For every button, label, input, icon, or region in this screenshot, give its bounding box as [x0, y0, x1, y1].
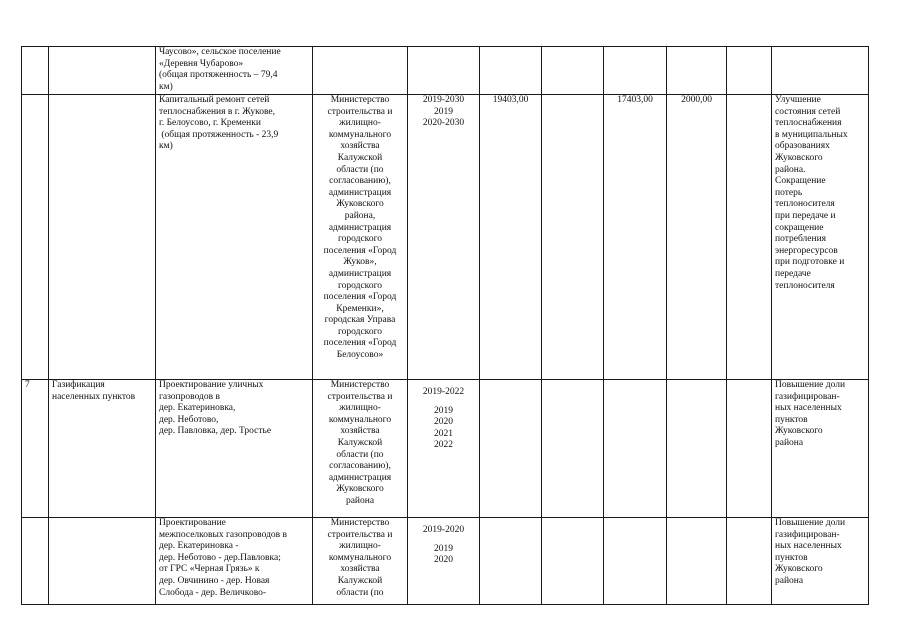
cell-expected-result-line: при передаче и [775, 210, 836, 221]
cell-executor-line: Жуковского [336, 484, 384, 495]
cell-amount-col9 [727, 47, 772, 95]
cell-amount-col8 [667, 47, 727, 95]
cell-expected-result-line: потребления [775, 234, 827, 245]
cell-expected-result-line: Жуковского [775, 152, 823, 163]
cell-measure-line: «Деревня Чубарово» [159, 58, 244, 69]
cell-expected-result-line: энергоресурсов [775, 245, 838, 256]
cell-executor-line: Калужской [337, 152, 383, 163]
cell-measure-line: межпоселковых газопроводов в [159, 529, 287, 540]
cell-measure-line: дер. Неботово, [159, 414, 219, 425]
cell-expected-result-line: пунктов [775, 552, 808, 563]
cell-measure [156, 95, 313, 380]
cell-expected-result-line: Жуковского [775, 564, 823, 575]
cell-total-amount: 19403,00 [480, 95, 542, 380]
cell-executor-line: Министерство [330, 518, 390, 528]
cell-amount-col9 [727, 380, 772, 518]
cell-expected-result-line: района. [775, 164, 806, 175]
cell-measure [156, 47, 313, 95]
cell-years-line: 2019 [434, 106, 453, 117]
cell-years-line: 2019 [434, 405, 453, 416]
cell-measure-line: км) [159, 81, 173, 92]
cell-expected-result-line: пунктов [775, 414, 808, 425]
cell-measure-line: (общая протяженность - 23,9 [159, 129, 279, 140]
cell-amount-col7: 17403,00 [604, 95, 667, 380]
cell-measure-line: км) [159, 141, 173, 152]
cell-executor-line: городского [338, 326, 382, 337]
cell-measure-line: (общая протяженность – 79,4 [159, 70, 278, 81]
cell-executor-line: городского [338, 234, 382, 245]
cell-measure-line: дер. Екатериновка - [159, 541, 239, 552]
cell-executor-line: хозяйства [340, 141, 380, 152]
cell-executor-line: администрация [328, 187, 392, 198]
cell-amount-col8 [667, 380, 727, 518]
program-table [21, 46, 869, 605]
cell-years [408, 47, 480, 95]
cell-expected-result-line: при подготовке и [775, 257, 845, 268]
cell-expected-result-line: газифицирован- [775, 529, 840, 540]
cell-amount-col6 [542, 95, 604, 380]
cell-years-line: 2019 [434, 543, 453, 554]
cell-task-name-line: Газификация [52, 380, 105, 390]
cell-years [408, 95, 480, 380]
cell-expected-result-line: газифицирован- [775, 391, 840, 402]
cell-executor-line: городского [338, 280, 382, 291]
cell-measure-line: г. Белоусово, г. Кременки [159, 118, 261, 129]
cell-task-name [49, 47, 156, 95]
cell-executor-line: области (по [336, 164, 384, 175]
cell-executor [313, 95, 408, 380]
cell-measure-line: дер. Овчинино - дер. Новая [159, 575, 270, 586]
cell-years-line: 2019-2020 [422, 525, 465, 535]
cell-expected-result-line: Сокращение [775, 176, 826, 187]
cell-years-line: 2020 [434, 417, 453, 428]
cell-amount-col6 [542, 47, 604, 95]
cell-amount-col6 [542, 380, 604, 518]
cell-executor [313, 380, 408, 518]
cell-executor-line: согласованию), [329, 461, 391, 472]
cell-measure-line: Проектирование [159, 518, 226, 528]
cell-measure [156, 380, 313, 518]
cell-measure-line: дер. Павловка, дер. Тростье [159, 426, 272, 437]
cell-measure-line: дер. Неботово - дер.Павловка; [159, 552, 281, 563]
cell-executor-line: поселения «Город [323, 292, 397, 303]
cell-expected-result-line: Повышение доли [775, 380, 846, 390]
cell-amount-col6 [542, 518, 604, 605]
cell-expected-result-line: передаче [775, 268, 811, 279]
cell-amount-col8 [667, 518, 727, 605]
cell-expected-result-line: района [775, 437, 804, 448]
cell-years-line [411, 399, 476, 406]
cell-expected-result-line: в муниципальных [775, 129, 848, 140]
cell-years-line: 2019-2022 [422, 387, 465, 397]
cell-executor-line: строительства и [327, 391, 393, 402]
cell-expected-result [772, 518, 869, 605]
cell-executor-line: Белоусово» [336, 350, 384, 361]
cell-expected-result-line: Повышение доли [775, 518, 846, 528]
cell-executor-line: района [345, 495, 375, 506]
cell-executor-line: Калужской [337, 575, 383, 586]
table-body [22, 47, 869, 605]
cell-amount-col7 [604, 380, 667, 518]
cell-expected-result [772, 380, 869, 518]
cell-years-line: 2022 [434, 440, 453, 451]
cell-total-amount [480, 47, 542, 95]
cell-measure-line: газопроводов в [159, 391, 220, 402]
cell-expected-result-line: образованиях [775, 141, 830, 152]
cell-measure-line: Капитальный ремонт сетей [159, 95, 270, 105]
cell-expected-result-line: ных населенных [775, 403, 842, 414]
cell-number [22, 47, 49, 95]
cell-executor-line: поселения «Город [323, 338, 397, 349]
cell-years-line: 2019-2030 [422, 95, 465, 105]
cell-years-line: 2020-2030 [422, 118, 465, 129]
cell-executor-line: поселения «Город [323, 245, 397, 256]
table-row [22, 518, 869, 605]
cell-measure-line: теплоснабжения в г. Жукове, [159, 106, 275, 117]
cell-expected-result-line: теплоносителя [775, 280, 835, 291]
cell-executor-line: Кременки», [336, 303, 384, 314]
cell-expected-result-line: потерь [775, 187, 803, 198]
cell-total-amount [480, 380, 542, 518]
cell-number: 7 [22, 380, 49, 518]
cell-executor-line: Министерство [330, 95, 390, 105]
cell-executor-line: коммунального [328, 552, 392, 563]
cell-executor-line: области (по [336, 587, 384, 598]
cell-expected-result-line: состояния сетей [775, 106, 841, 117]
cell-executor-line: хозяйства [340, 564, 380, 575]
cell-years-line [411, 380, 476, 387]
cell-executor-line: Жуковского [336, 199, 384, 210]
cell-task-name [49, 95, 156, 380]
cell-number [22, 518, 49, 605]
cell-years-line [411, 518, 476, 525]
cell-executor [313, 47, 408, 95]
cell-executor-line: жилищно- [339, 541, 381, 552]
cell-executor-line: городская Управа [324, 315, 396, 326]
cell-years-line [411, 537, 476, 544]
cell-executor-line: жилищно- [339, 403, 381, 414]
cell-executor-line: области (по [336, 449, 384, 460]
cell-executor [313, 518, 408, 605]
cell-years [408, 518, 480, 605]
cell-expected-result-line: Улучшение [775, 95, 821, 105]
cell-executor-line: коммунального [328, 414, 392, 425]
cell-amount-col7 [604, 47, 667, 95]
cell-amount-col8: 2000,00 [667, 95, 727, 380]
cell-amount-col7 [604, 518, 667, 605]
cell-executor-line: администрация [328, 268, 392, 279]
cell-executor-line: администрация [328, 222, 392, 233]
cell-expected-result-line: сокращение [775, 222, 824, 233]
cell-expected-result-line: ных населенных [775, 541, 842, 552]
cell-expected-result-line: района [775, 575, 804, 586]
cell-expected-result [772, 95, 869, 380]
cell-total-amount [480, 518, 542, 605]
cell-expected-result-line: теплоснабжения [775, 118, 842, 129]
cell-executor-line: администрация [328, 472, 392, 483]
cell-task-name-line: населенных пунктов [52, 391, 136, 402]
cell-amount-col9 [727, 518, 772, 605]
cell-task-name [49, 518, 156, 605]
cell-executor-line: жилищно- [339, 118, 381, 129]
cell-years [408, 380, 480, 518]
cell-executor-line: коммунального [328, 129, 392, 140]
cell-executor-line: района, [344, 210, 376, 221]
cell-measure-line: от ГРС «Черная Грязь» к [159, 564, 260, 575]
cell-measure [156, 518, 313, 605]
cell-expected-result [772, 47, 869, 95]
cell-measure-line: Чаусово», сельское поселение [159, 47, 281, 57]
table-row [22, 47, 869, 95]
cell-measure-line: дер. Екатериновка, [159, 403, 236, 414]
cell-number [22, 95, 49, 380]
cell-executor-line: хозяйства [340, 426, 380, 437]
cell-executor-line: Калужской [337, 437, 383, 448]
cell-executor-line: Жуков», [343, 257, 377, 268]
cell-years-line: 2021 [434, 428, 453, 439]
cell-measure-line: Проектирование уличных [159, 380, 264, 390]
cell-executor-line: Министерство [330, 380, 390, 390]
cell-executor-line: строительства и [327, 106, 393, 117]
cell-expected-result-line: теплоносителя [775, 199, 835, 210]
table-row [22, 95, 869, 380]
cell-years-line: 2020 [434, 555, 453, 566]
table-row [22, 380, 869, 518]
cell-executor-line: согласованию), [329, 176, 391, 187]
cell-task-name [49, 380, 156, 518]
cell-expected-result-line: Жуковского [775, 426, 823, 437]
cell-executor-line: строительства и [327, 529, 393, 540]
cell-amount-col9 [727, 95, 772, 380]
cell-measure-line: Слобода - дер. Величково- [159, 587, 267, 598]
